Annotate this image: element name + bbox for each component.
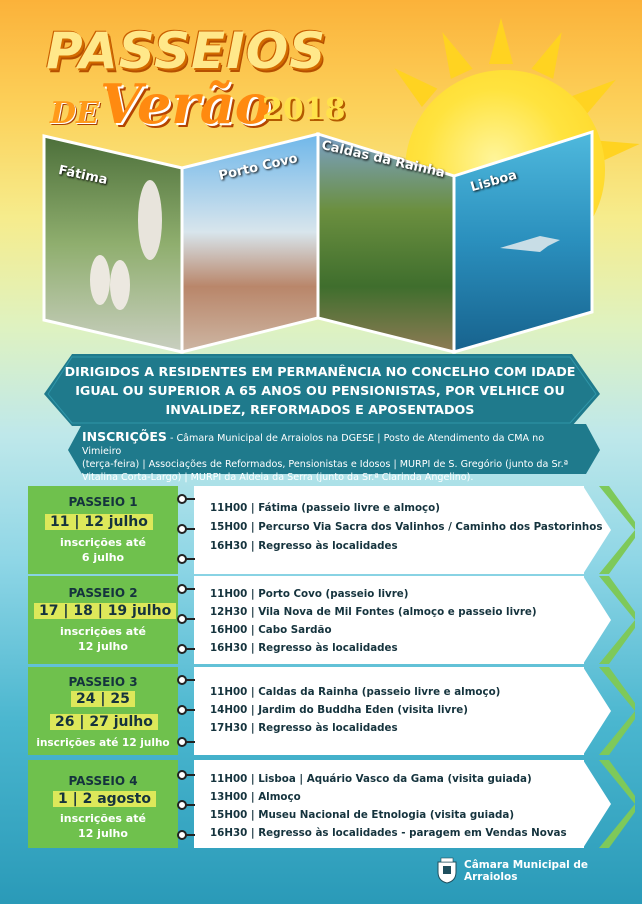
tour-1-item: 16H30 | Regresso às localidades bbox=[210, 540, 398, 552]
tour-4 bbox=[28, 760, 608, 848]
tour-2-deadline: inscrições até 12 julho bbox=[60, 625, 146, 653]
tour-4-arrow bbox=[583, 760, 635, 848]
tour-1-name: PASSEIO 1 bbox=[68, 495, 138, 509]
photo-label-lisboa: Lisboa bbox=[468, 167, 519, 196]
tour-2-name: PASSEIO 2 bbox=[68, 586, 138, 600]
tour-1-date: 11 | 12 julho bbox=[45, 514, 153, 530]
photo-label-caldas: Caldas da Rainha bbox=[319, 137, 447, 182]
tour-3-date-1: 24 | 25 bbox=[71, 691, 135, 707]
tour-1 bbox=[28, 486, 608, 574]
footer-org-name: Câmara Municipal de Arraiolos bbox=[464, 859, 589, 883]
tour-2 bbox=[28, 576, 608, 664]
binder-ring bbox=[177, 737, 187, 747]
tour-3 bbox=[28, 667, 608, 755]
eligibility-banner: DIRIGIDOS A RESIDENTES EM PERMANÊNCIA NO CONCELHO COM IDADE IGUAL OU SUPERIOR A 65 ANOS OU PENSIONISTAS, POR VELHICE OU INVALIDEZ, REFORMADOS E APOSENTADOS bbox=[64, 364, 576, 417]
title-year: 2018 bbox=[262, 92, 346, 127]
title-de: DE bbox=[50, 96, 99, 131]
binder-ring bbox=[177, 800, 187, 810]
tour-3-item: 11H00 | Caldas da Rainha (passeio livre e almoço) bbox=[210, 686, 501, 698]
municipal-crest-icon bbox=[436, 858, 458, 884]
binder-ring bbox=[177, 644, 187, 654]
binder-ring bbox=[177, 830, 187, 840]
tour-4-date: 1 | 2 agosto bbox=[53, 791, 156, 807]
footer bbox=[436, 858, 639, 884]
tour-2-item: 16H30 | Regresso às localidades bbox=[210, 642, 398, 654]
tour-4-item: 15H00 | Museu Nacional de Etnologia (visita guiada) bbox=[210, 809, 515, 821]
tour-3-arrow bbox=[583, 667, 635, 755]
tour-2-item: 11H00 | Porto Covo (passeio livre) bbox=[210, 588, 409, 600]
tour-3-deadline: inscrições até 12 julho bbox=[36, 737, 170, 749]
inscricoes-heading: INSCRIÇÕES bbox=[82, 429, 167, 444]
photo-label-fatima: Fátima bbox=[56, 162, 109, 189]
binder-ring bbox=[177, 584, 187, 594]
tour-4-item: 16H30 | Regresso às localidades - paragem em Vendas Novas bbox=[210, 827, 567, 839]
tour-3-date-2: 26 | 27 julho bbox=[50, 714, 158, 730]
tour-3-name: PASSEIO 3 bbox=[68, 675, 138, 689]
photo-label-porto-covo: Porto Covo bbox=[217, 151, 300, 184]
tour-3-item: 14H00 | Jardim do Buddha Eden (visita livre) bbox=[210, 704, 468, 716]
binder-ring bbox=[177, 494, 187, 504]
tour-2-item: 12H30 | Vila Nova de Mil Fontes (almoço e passeio livre) bbox=[210, 606, 537, 618]
tour-4-deadline: inscrições até 12 julho bbox=[60, 812, 146, 840]
tour-1-item: 11H00 | Fátima (passeio livre e almoço) bbox=[210, 502, 440, 514]
binder-ring bbox=[177, 554, 187, 564]
title-verao: Verão bbox=[100, 72, 271, 136]
tour-4-name: PASSEIO 4 bbox=[68, 774, 138, 788]
tour-2-date: 17 | 18 | 19 julho bbox=[34, 603, 176, 619]
tour-1-item: 15H00 | Percurso Via Sacra dos Valinhos / Caminho dos Pastorinhos bbox=[210, 521, 603, 533]
binder-ring bbox=[177, 675, 187, 685]
tour-4-item: 11H00 | Lisboa | Aquário Vasco da Gama (visita guiada) bbox=[210, 773, 532, 785]
tour-2-item: 16H00 | Cabo Sardão bbox=[210, 624, 332, 636]
tour-1-deadline: inscrições até 6 julho bbox=[60, 536, 146, 564]
binder-ring bbox=[177, 614, 187, 624]
tour-3-item: 17H30 | Regresso às localidades bbox=[210, 722, 398, 734]
binder-ring bbox=[177, 770, 187, 780]
binder-ring bbox=[177, 705, 187, 715]
title-passeios: PASSEIOS bbox=[46, 22, 327, 80]
inscricoes-info: INSCRIÇÕES - Câmara Municipal de Arraiolos na DGESE | Posto de Atendimento da CMA no Vimieiro (terça-feira) | Associações de Reformados, Pensionistas e Idosos | MURPI de S. Gregório (junto da Sr.ª Vitalina Corta-Largo) | MURPI da Aldeia da Serra (junto da Sr.ª Clarinda Angelino). bbox=[82, 429, 569, 483]
tour-2-arrow bbox=[583, 576, 635, 664]
tour-4-item: 13H00 | Almoço bbox=[210, 791, 301, 803]
binder-ring bbox=[177, 524, 187, 534]
